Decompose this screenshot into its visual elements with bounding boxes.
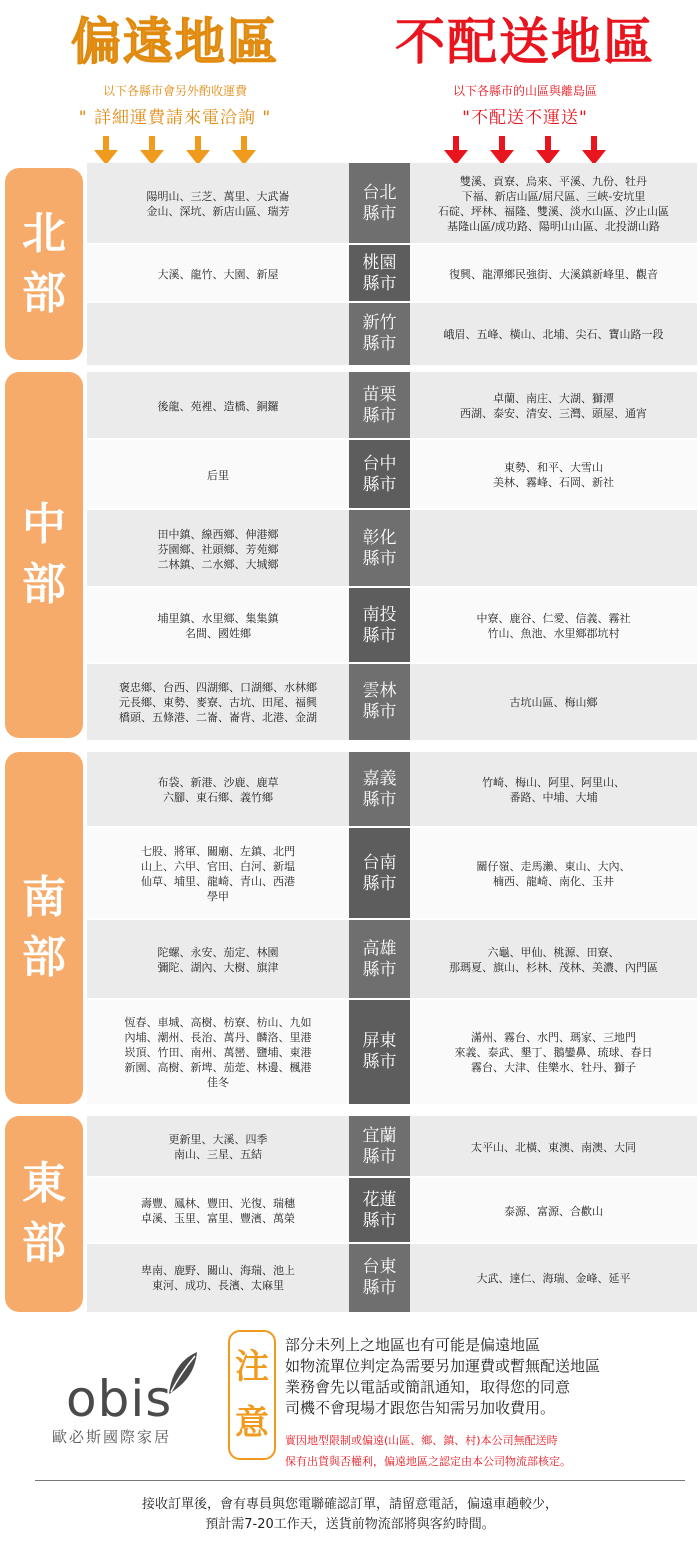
down-arrow-icon: [444, 136, 468, 166]
region-east-char: 東: [22, 1158, 66, 1209]
remote-area-cell: [87, 303, 349, 365]
city-label: [349, 245, 410, 303]
region-central-char: 部: [22, 559, 66, 610]
remote-area-cell: 陽明山、三芝、萬里、大武崙 金山、深坑、新店山區、瑞芳: [87, 163, 349, 245]
no-delivery-cell: 泰源、富源、合歡山: [410, 1178, 697, 1244]
region-south-char: 南: [22, 872, 66, 923]
down-arrow-icon: [490, 136, 514, 166]
region-central-char: 中: [22, 499, 66, 550]
city-suffix: 縣市: [362, 475, 397, 495]
city-label: [349, 1244, 410, 1312]
city-label: [349, 1000, 410, 1104]
no-delivery-cell: 東勢、和平、大雪山 美林、霧峰、石岡、新社: [410, 440, 697, 510]
down-arrow-icon: [94, 136, 118, 166]
remote-area-cell: 田中鎮、線西鄉、伸港鄉 芬園鄉、社頭鄉、芳苑鄉 二林鎮、二水鄉、大城鄉: [87, 510, 349, 588]
remote-area-cell: 后里: [87, 440, 349, 510]
notice-warning-line: 保有出貨與否權利，偏遠地區之認定由本公司物流部核定。: [285, 1455, 571, 1468]
logo-company-name: 歐必斯國際家居: [52, 1428, 172, 1446]
city-suffix: 縣市: [362, 960, 397, 980]
no-delivery-cell: 雙溪、貢寮、烏來、平溪、九份、牡丹 下福、新店山區/屈尺區、三峽-安坑里 石碇、坪林、福隆、雙溪、淡水山區、汐止山區 基隆山區/成功路、陽明山山區、北投湖山路: [410, 163, 697, 245]
region-east: [5, 1116, 83, 1312]
table-row: [87, 1178, 697, 1244]
city-suffix: 縣市: [362, 790, 397, 810]
no-delivery-cell: 峨眉、五峰、橫山、北埔、尖石、寶山路一段: [410, 303, 697, 365]
city-label: [349, 920, 410, 1000]
down-arrows-right: [350, 136, 700, 166]
city-name: 高雄: [362, 939, 397, 959]
down-arrow-icon: [232, 136, 256, 166]
table-row: [87, 510, 697, 588]
divider: [35, 1480, 685, 1481]
region-south: [5, 752, 83, 1104]
city-suffix: 縣市: [362, 406, 397, 426]
city-label: [349, 828, 410, 920]
city-label: [349, 1178, 410, 1244]
notice-text: [285, 1335, 600, 1419]
no-delivery-cell: 滿州、霧台、水門、瑪家、三地門 來義、泰武、墾丁、鵝鑾鼻、琉球、春日 霧台、大津、佳樂水、牡丹、獅子: [410, 1000, 697, 1104]
city-label: [349, 372, 410, 440]
city-suffix: 縣市: [362, 1278, 397, 1298]
no-delivery-cell: [410, 510, 697, 588]
city-suffix: 縣市: [362, 334, 397, 354]
region-north: [5, 168, 83, 360]
no-delivery-cell: 竹崎、梅山、阿里、阿里山、 番路、中埔、大埔: [410, 752, 697, 828]
city-name: 桃園: [362, 253, 397, 273]
remote-area-cell: 陀螺、永安、茄定、林園 彌陀、湖內、大樹、旗津: [87, 920, 349, 1000]
city-label: [349, 752, 410, 828]
down-arrows-left: [0, 136, 350, 166]
city-name: 雲林: [362, 681, 397, 701]
no-delivery-cell: 卓蘭、南庄、大湖、獅潭 西湖、泰安、清安、三灣、頭屋、通宵: [410, 372, 697, 440]
table-row: [87, 303, 697, 365]
city-suffix: 縣市: [362, 626, 397, 646]
city-label: [349, 664, 410, 740]
remote-area-cell: 褒忠鄉、台西、四湖鄉、口湖鄉、水林鄉 元長鄉、東勢、麥寮、古坑、田尾、福興 橋頭、五條港、二崙、崙背、北港、金湖: [87, 664, 349, 740]
remote-area-note: " 詳細運費請來電洽詢 ": [78, 108, 272, 128]
city-name: 台中: [362, 454, 397, 474]
city-name: 屏東: [362, 1031, 397, 1051]
obis-logo: [52, 1350, 212, 1450]
city-name: 嘉義: [362, 769, 397, 789]
city-label: [349, 1116, 410, 1178]
remote-area-cell: 更新里、大溪、四季 南山、三星、五結: [87, 1116, 349, 1178]
table-row: [87, 920, 697, 1000]
table-row: [87, 752, 697, 828]
remote-area-cell: 恆春、車城、高樹、枋寮、枋山、九如 內埔、潮州、長治、萬丹、麟洛、里港 崁頂、竹田、南州、萬巒、鹽埔、東港 新園、高樹、新埤、茄萣、林邊、楓港 佳冬: [87, 1000, 349, 1104]
remote-area-cell: 七股、將軍、關廟、左鎮、北門 山上、六甲、官田、白河、新塭 仙草、埔里、龍崎、青山、西港 學甲: [87, 828, 349, 920]
notice-badge-char: 意: [235, 1403, 269, 1443]
notice-warning: [285, 1430, 571, 1472]
city-suffix: 縣市: [362, 1147, 397, 1167]
remote-area-cell: 後龍、苑裡、造橋、銅鑼: [87, 372, 349, 440]
footer-line: 接收訂單後，會有專員與您電聯確認訂單，請留意電話，偏遠車趟較少，: [141, 1497, 558, 1512]
city-name: 彰化: [362, 528, 397, 548]
no-delivery-cell: 關仔嶺、走馬瀨、東山、大內、 楠西、龍崎、南化、玉井: [410, 828, 697, 920]
remote-area-subtitle: 以下各縣市會另外酌收運費: [102, 84, 247, 98]
city-suffix: 縣市: [362, 874, 397, 894]
region-north-char: 部: [22, 268, 66, 319]
table-row: [87, 245, 697, 303]
no-delivery-title: 不配送地區: [395, 13, 655, 71]
footer-line: 預計需7-20工作天，送貨前物流部將與客約時間。: [205, 1517, 495, 1532]
remote-area-cell: 卑南、鹿野、關山、海瑞、池上 東河、成功、長濱、太麻里: [87, 1244, 349, 1312]
table-row: [87, 1244, 697, 1312]
remote-area-cell: 布袋、新港、沙鹿、鹿草 六腳、東石鄉、義竹鄉: [87, 752, 349, 828]
city-label: [349, 163, 410, 245]
notice-badge: [228, 1330, 276, 1460]
city-label: [349, 440, 410, 510]
no-delivery-cell: 六龜、甲仙、桃源、田寮、 那瑪夏、旗山、杉林、茂林、美濃、內門區: [410, 920, 697, 1000]
city-name: 苗栗: [362, 385, 397, 405]
city-name: 台北: [362, 183, 397, 203]
remote-area-title: 偏遠地區: [71, 13, 279, 71]
table-row: [87, 828, 697, 920]
no-delivery-cell: 太平山、北橫、東澳、南澳、大同: [410, 1116, 697, 1178]
no-delivery-cell: 大武、達仁、海瑞、金峰、延平: [410, 1244, 697, 1312]
no-delivery-subtitle: 以下各縣市的山區與離島區: [452, 84, 597, 98]
city-name: 南投: [362, 605, 397, 625]
city-suffix: 縣市: [362, 1211, 397, 1231]
notice-badge-char: 注: [235, 1347, 269, 1387]
city-suffix: 縣市: [362, 549, 397, 569]
table-row: [87, 163, 697, 245]
remote-area-cell: 埔里鎮、水里鄉、集集鎮 名間、國姓鄉: [87, 588, 349, 664]
region-north-char: 北: [22, 208, 66, 259]
notice-line: 如物流單位判定為需要另加運費或暫無配送地區: [285, 1357, 601, 1375]
city-suffix: 縣市: [362, 204, 397, 224]
table-row: [87, 664, 697, 740]
table-row: [87, 1000, 697, 1104]
city-suffix: 縣市: [362, 1052, 397, 1072]
city-label: [349, 510, 410, 588]
region-south-char: 部: [22, 932, 66, 983]
city-name: 台南: [362, 853, 397, 873]
city-name: 台東: [362, 1257, 397, 1277]
table-row: [87, 372, 697, 440]
down-arrow-icon: [582, 136, 606, 166]
down-arrow-icon: [186, 136, 210, 166]
city-name: 花蓮: [362, 1190, 397, 1210]
remote-area-header: [0, 0, 350, 166]
no-delivery-cell: 復興、龍潭鄉民強街、大溪鎮新峰里、觀音: [410, 245, 697, 303]
footer-note: [0, 1495, 700, 1535]
no-delivery-note: "不配送不運送": [462, 108, 588, 128]
down-arrow-icon: [536, 136, 560, 166]
down-arrow-icon: [140, 136, 164, 166]
remote-area-cell: 壽豐、鳳林、豐田、光復、瑞穗 卓溪、玉里、富里、豐濱、萬榮: [87, 1178, 349, 1244]
city-label: [349, 588, 410, 664]
notice-warning-line: 實因地型限制或偏遠(山區、鄉、鎮、村)本公司無配送時: [285, 1434, 558, 1447]
notice-line: 業務會先以電話或簡訊通知，取得您的同意: [285, 1378, 571, 1396]
table-row: [87, 588, 697, 664]
notice-line: 部分未列上之地區也有可能是偏遠地區: [285, 1336, 541, 1354]
no-delivery-cell: 中寮、鹿谷、仁愛、信義、霧社 竹山、魚池、水里鄉郡坑村: [410, 588, 697, 664]
city-name: 新竹: [362, 313, 397, 333]
logo-wordmark: obis: [66, 1370, 173, 1428]
notice-line: 司機不會現場才跟您告知需另加收費用。: [285, 1399, 556, 1417]
region-east-char: 部: [22, 1218, 66, 1269]
table-row: [87, 1116, 697, 1178]
city-suffix: 縣市: [362, 702, 397, 722]
city-name: 宜蘭: [362, 1126, 397, 1146]
no-delivery-cell: 古坑山區、梅山鄉: [410, 664, 697, 740]
city-suffix: 縣市: [362, 274, 397, 294]
no-delivery-header: [350, 0, 700, 166]
remote-area-cell: 大溪、龍竹、大園、新屋: [87, 245, 349, 303]
region-central: [5, 372, 83, 738]
city-label: [349, 303, 410, 365]
table-row: [87, 440, 697, 510]
